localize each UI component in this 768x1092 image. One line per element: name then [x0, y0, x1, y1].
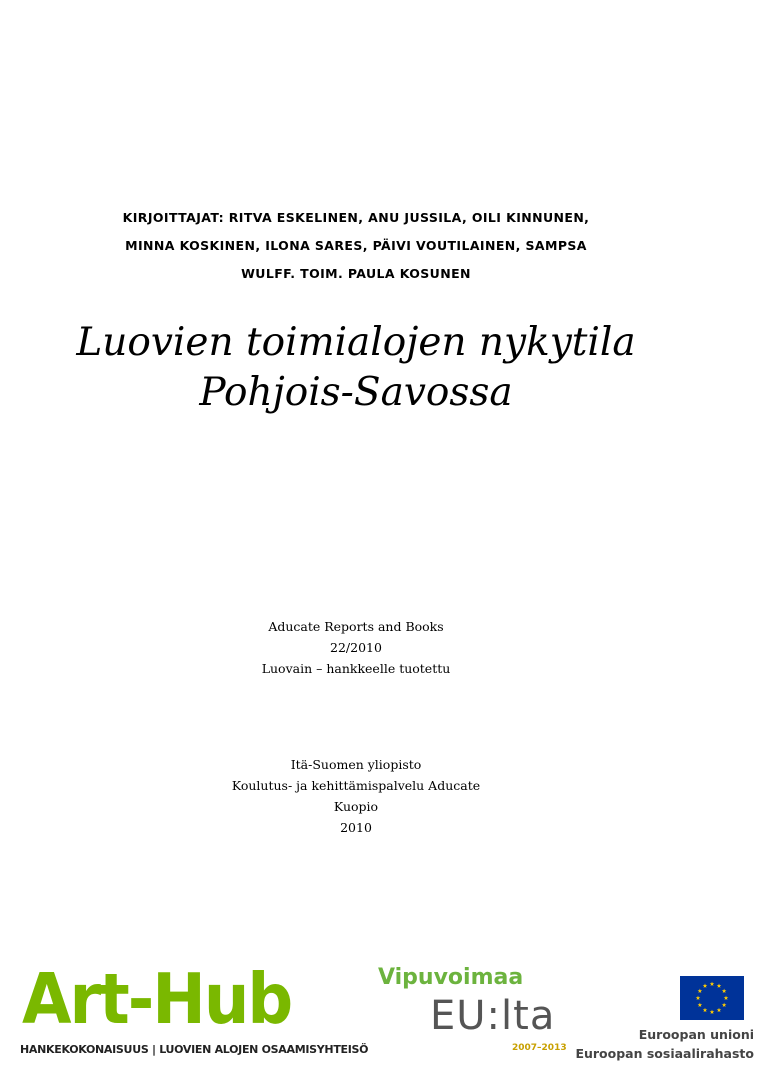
authors-block	[80, 204, 632, 288]
arthub-tagline: HANKEKOKONAISUUS | LUOVIEN ALOJEN OSAAMISYHTEISÖ	[20, 1043, 369, 1056]
arthub-logo	[20, 958, 369, 1076]
city: Kuopio	[333, 799, 379, 814]
title-line: Luovien toimialojen nykytila	[76, 320, 636, 365]
eu-logo	[575, 972, 758, 1082]
eu-fund-label: Euroopan sosiaalirahasto	[575, 1046, 754, 1061]
eu-union-label: Euroopan unioni	[638, 1027, 754, 1042]
publication-info	[150, 616, 562, 679]
institution-info	[150, 754, 562, 838]
year: 2010	[340, 820, 372, 835]
authors-line: KIRJOITTAJAT: RITVA ESKELINEN, ANU JUSSILA, OILI KINNUNEN,	[122, 210, 590, 225]
authors-line: MINNA KOSKINEN, ILONA SARES, PÄIVI VOUTILAINEN, SAMPSA	[125, 238, 587, 253]
title-line: Pohjois-Savossa	[199, 370, 513, 415]
document-title	[70, 318, 642, 418]
produced-for: Luovain – hankkeelle tuotettu	[261, 661, 451, 676]
eulta-word: EU:lta	[430, 993, 556, 1039]
authors-line: WULFF. TOIM. PAULA KOSUNEN	[241, 266, 471, 281]
vipuvoimaa-logo	[372, 962, 582, 1062]
university-name: Itä-Suomen yliopisto	[290, 757, 422, 772]
department-name: Koulutus- ja kehittämispalvelu Aducate	[231, 778, 481, 793]
program-years: 2007–2013	[512, 1043, 567, 1053]
eu-flag-icon	[680, 976, 744, 1020]
series-number: 22/2010	[330, 640, 382, 655]
vipuvoimaa-word: Vipuvoimaa	[378, 965, 524, 990]
series-name: Aducate Reports and Books	[268, 619, 444, 634]
arthub-wordmark: Art-Hub	[22, 960, 292, 1041]
